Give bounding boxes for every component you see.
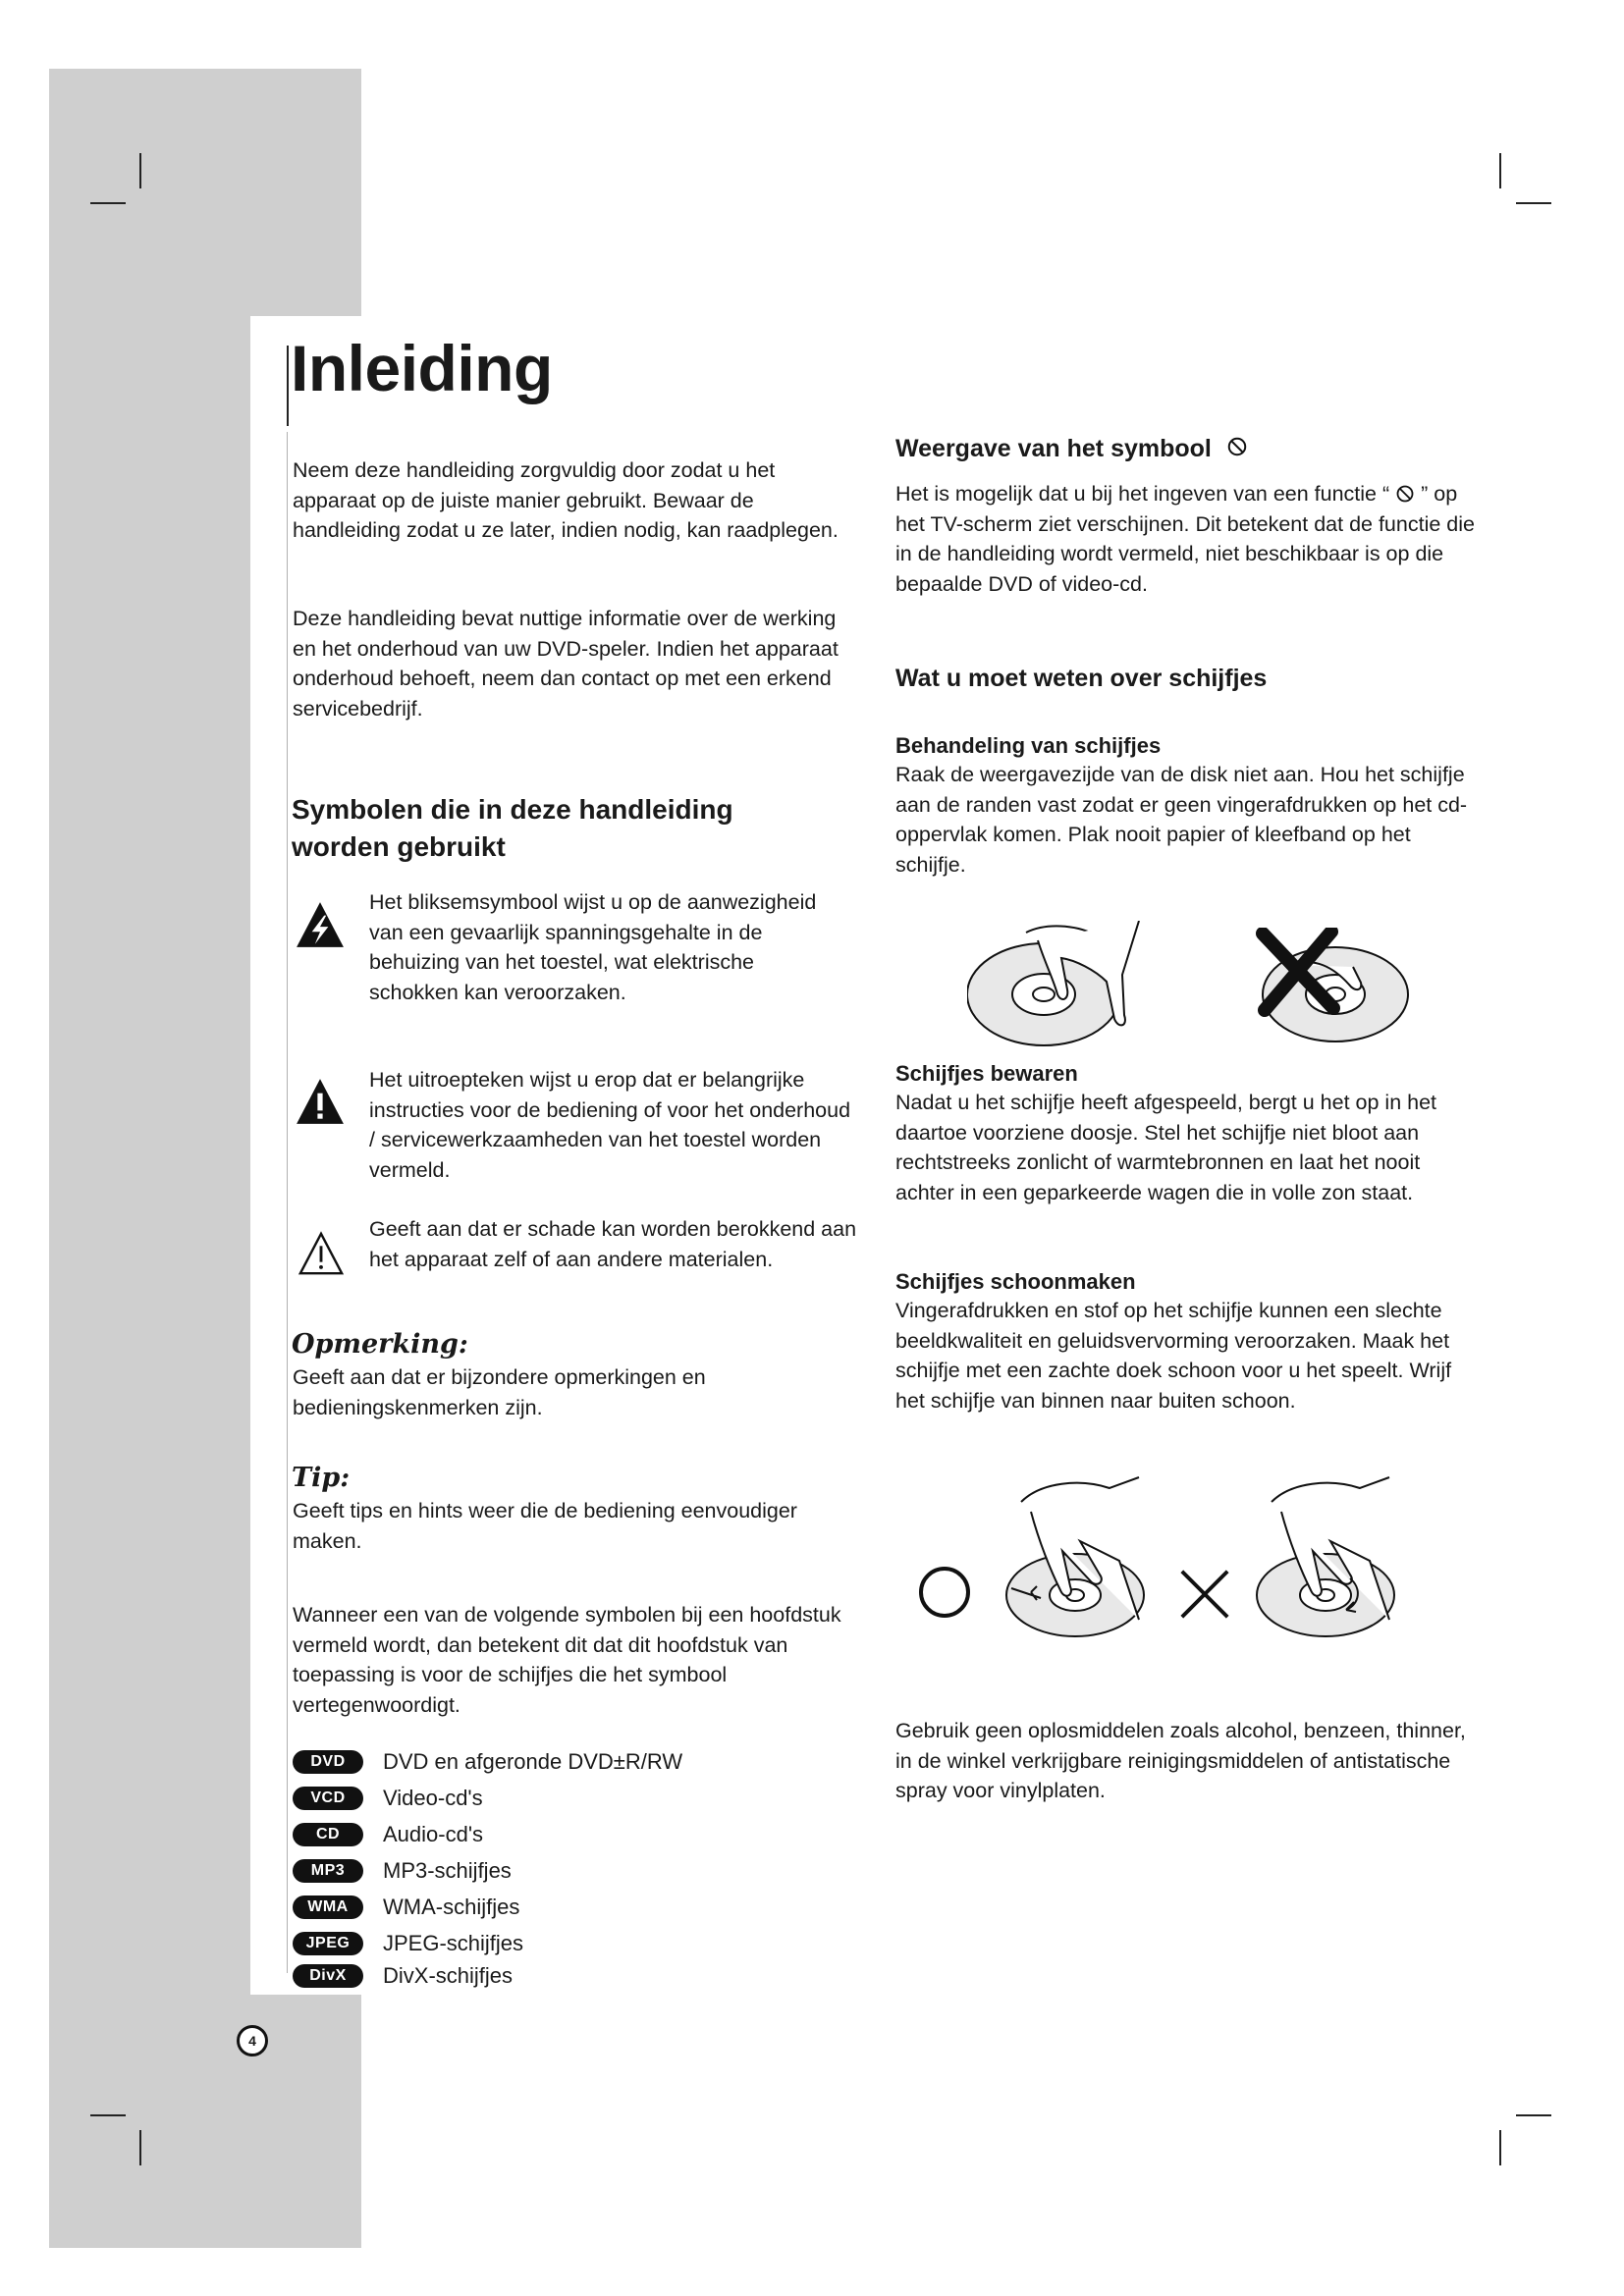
crop-mark-top-right-v <box>1499 153 1501 188</box>
page-number: 4 <box>237 2025 268 2056</box>
storing-text: Nadat u het schijfje heeft afgespeeld, bergt u het op in het daartoe voorziene doosje. Stel het schijfje niet bloot aan rechtstreeks zonlicht of warmtebronnen en laat het nooit achter in een geparkeerde wagen die in volle zon staat. <box>895 1091 1437 1204</box>
disc-type-label: Video-cd's <box>383 1786 483 1810</box>
handling-title: Behandeling van schijfjes <box>895 733 1162 758</box>
cleaning-title: Schijfjes schoonmaken <box>895 1269 1136 1294</box>
crop-mark-bottom-left-v <box>139 2130 141 2165</box>
note-text: Geeft aan dat er bijzondere opmerkingen en bedieningskenmerken zijn. <box>293 1365 706 1419</box>
handling-text: Raak de weergavezijde van de disk niet aan. Hou het schijfje aan de randen vast zodat er geen vingerafdrukken op het cd-oppervlak komen. Plak nooit papier of kleefband op het schijfje. <box>895 763 1468 877</box>
disc-type-label: DivX-schijfjes <box>383 1963 514 1988</box>
disc-type-label: MP3-schijfjes <box>383 1858 512 1883</box>
cleaning-text: Vingerafdrukken en stof op het schijfje kunnen een slechte beeldkwaliteit en geluidsvervorming veroorzaken. Maak het schijfje met een zachte doek schoon voor u het speelt. Wrijf het schijfje van binnen naar buiten schoon. <box>895 1299 1452 1413</box>
disc-type-label: JPEG-schijfjes <box>383 1931 524 1955</box>
lightning-text: Het bliksemsymbool wijst u op de aanwezigheid van een gevaarlijk spanningsgehalte in de behuizing van het toestel, wat elektrische schokken kan veroorzaken. <box>369 890 817 1004</box>
solvents-text: Gebruik geen oplosmiddelen zoals alcohol, benzeen, thinner, in de winkel verkrijgbare reinigingsmiddelen of antistatische spray voor vinylplaten. <box>895 1719 1466 1802</box>
left-column-rule <box>287 432 288 1973</box>
crop-mark-bottom-left <box>90 2114 126 2116</box>
page-title: Inleiding <box>291 332 553 404</box>
exclamation-warning-icon <box>295 1076 346 1127</box>
cd-badge: CD <box>293 1823 363 1846</box>
disc-type-label: Audio-cd's <box>383 1822 484 1846</box>
lightning-warning-icon <box>295 899 346 950</box>
disc-type-mp3 <box>293 1854 512 1888</box>
prohibited-symbol-inline-icon <box>1395 484 1415 504</box>
title-rule <box>287 346 289 426</box>
tip-title: Tip: <box>292 1463 351 1493</box>
tip-text: Geeft tips en hints weer die de bediening eenvoudiger maken. <box>293 1499 797 1553</box>
symbol-display-heading <box>895 432 1248 465</box>
disc-handling-correct-illustration <box>967 921 1144 1048</box>
content-panel <box>250 316 361 1995</box>
storing-title: Schijfjes bewaren <box>895 1061 1078 1086</box>
disc-type-wma <box>293 1891 519 1924</box>
disc-type-dvd <box>293 1745 682 1779</box>
symbol-display-heading-text: Weergave van het symbool <box>895 435 1212 462</box>
disc-type-label: DVD en afgeronde DVD±R/RW <box>383 1749 683 1774</box>
crop-mark-top-left <box>90 202 126 204</box>
disc-type-label: WMA-schijfjes <box>383 1895 520 1919</box>
disc-handling-incorrect-illustration <box>1255 928 1412 1045</box>
caution-outline-icon <box>298 1230 345 1277</box>
disc-cleaning-incorrect-illustration <box>1252 1472 1399 1649</box>
incorrect-cross-icon <box>1176 1566 1233 1623</box>
dvd-badge: DVD <box>293 1750 363 1774</box>
disc-type-vcd <box>293 1782 483 1815</box>
symbols-heading: Symbolen die in deze handleiding worden gebruikt <box>292 794 733 862</box>
jpeg-badge: JPEG <box>293 1932 363 1955</box>
symbol-display-text <box>895 479 1475 599</box>
disc-type-cd <box>293 1818 483 1851</box>
disc-type-divx <box>293 1959 513 1993</box>
note-title: Opmerking: <box>292 1329 468 1360</box>
vcd-badge: VCD <box>293 1787 363 1810</box>
divx-badge: DivX <box>293 1964 363 1988</box>
correct-circle-icon <box>915 1563 974 1622</box>
mp3-badge: MP3 <box>293 1859 363 1883</box>
crop-mark-bottom-right <box>1516 2114 1551 2116</box>
crop-mark-bottom-right-v <box>1499 2130 1501 2165</box>
crop-mark-top-left-v <box>139 153 141 188</box>
wma-badge: WMA <box>293 1896 363 1919</box>
disc-type-jpeg <box>293 1927 523 1960</box>
crop-mark-top-right <box>1516 202 1551 204</box>
caution-text: Geeft aan dat er schade kan worden berokkend aan het apparaat zelf of aan andere materialen. <box>369 1217 857 1271</box>
discs-heading: Wat u moet weten over schijfjes <box>895 665 1268 692</box>
intro-paragraph-2: Deze handleiding bevat nuttige informatie over de werking en het onderhoud van uw DVD-speler. Indien het apparaat onderhoud behoeft, neem dan contact op met een erkend servicebedrijf. <box>293 607 839 721</box>
prohibited-symbol-icon <box>1226 436 1248 457</box>
disc-cleaning-correct-illustration <box>1001 1472 1149 1649</box>
intro-paragraph-1: Neem deze handleiding zorgvuldig door zodat u het apparaat op de juiste manier gebruikt. Bewaar de handleiding zodat u ze later, indien nodig, kan raadplegen. <box>293 458 839 542</box>
exclamation-text: Het uitroepteken wijst u erop dat er belangrijke instructies voor de bediening of voor het onderhoud / servicewerkzaamheden van het toestel worden vermeld. <box>369 1068 851 1182</box>
chapter-symbols-text: Wanneer een van de volgende symbolen bij een hoofdstuk vermeld wordt, dan betekent dit dat dit hoofdstuk van toepassing is voor de schijfjes die het symbool vertegenwoordigt. <box>293 1603 841 1717</box>
symbol-text-after: ” op het TV-scherm ziet verschijnen. Dit betekent dat de functie die in de handleiding wordt vermeld, niet beschikbaar is op die bepaalde DVD of video-cd. <box>895 482 1475 596</box>
symbol-text-before: Het is mogelijk dat u bij het ingeven van een functie “ <box>895 482 1390 506</box>
